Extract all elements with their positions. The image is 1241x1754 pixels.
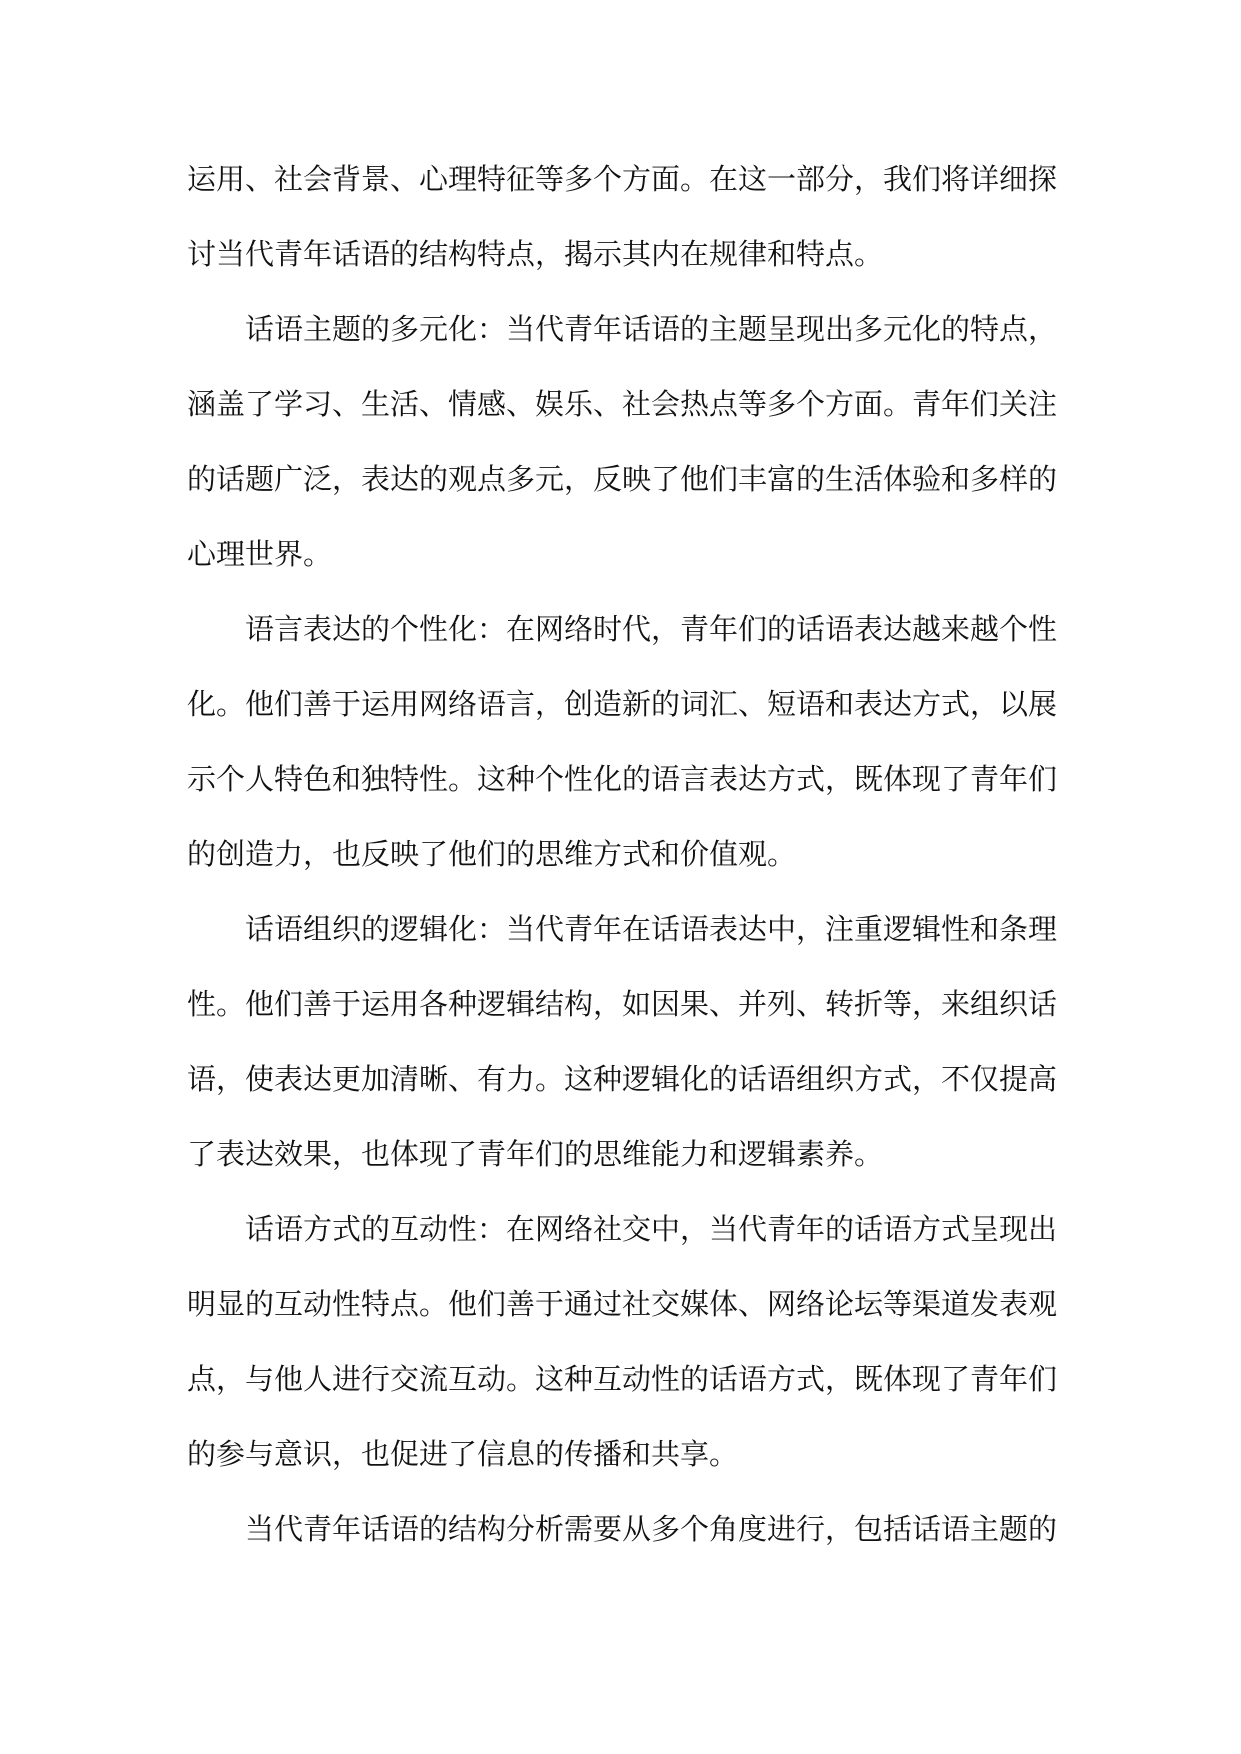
text-line: 的参与意识，也促进了信息的传播和共享。 — [187, 1437, 739, 1471]
paragraph-first-line: 当代青年话语的结构分析需要从多个角度进行，包括话语主题的 — [245, 1512, 1057, 1546]
text-line: 心理世界。 — [187, 537, 333, 571]
text-line: 的创造力，也反映了他们的思维方式和价值观。 — [187, 837, 797, 871]
paragraph-first-line: 话语主题的多元化：当代青年话语的主题呈现出多元化的特点， — [245, 312, 1057, 346]
text-line: 明显的互动性特点。他们善于通过社交媒体、网络论坛等渠道发表观 — [187, 1287, 1057, 1321]
text-line: 点，与他人进行交流互动。这种互动性的话语方式，既体现了青年们 — [187, 1362, 1057, 1396]
paragraph-first-line: 语言表达的个性化：在网络时代，青年们的话语表达越来越个性 — [245, 612, 1057, 646]
text-line: 的话题广泛，表达的观点多元，反映了他们丰富的生活体验和多样的 — [187, 462, 1057, 496]
text-line: 了表达效果，也体现了青年们的思维能力和逻辑素养。 — [187, 1137, 884, 1171]
paragraph-first-line: 话语方式的互动性：在网络社交中，当代青年的话语方式呈现出 — [245, 1212, 1057, 1246]
text-line: 讨当代青年话语的结构特点，揭示其内在规律和特点。 — [187, 237, 884, 271]
paragraph-first-line: 话语组织的逻辑化：当代青年在话语表达中，注重逻辑性和条理 — [245, 912, 1057, 946]
text-line: 涵盖了学习、生活、情感、娱乐、社会热点等多个方面。青年们关注 — [187, 387, 1057, 421]
text-line: 化。他们善于运用网络语言，创造新的词汇、短语和表达方式，以展 — [187, 687, 1057, 721]
text-line: 语，使表达更加清晰、有力。这种逻辑化的话语组织方式，不仅提高 — [187, 1062, 1057, 1096]
text-line: 性。他们善于运用各种逻辑结构，如因果、并列、转折等，来组织话 — [187, 987, 1057, 1021]
text-line: 示个人特色和独特性。这种个性化的语言表达方式，既体现了青年们 — [187, 762, 1057, 796]
body-text — [187, 142, 1057, 1567]
text-line: 运用、社会背景、心理特征等多个方面。在这一部分，我们将详细探 — [187, 162, 1057, 196]
